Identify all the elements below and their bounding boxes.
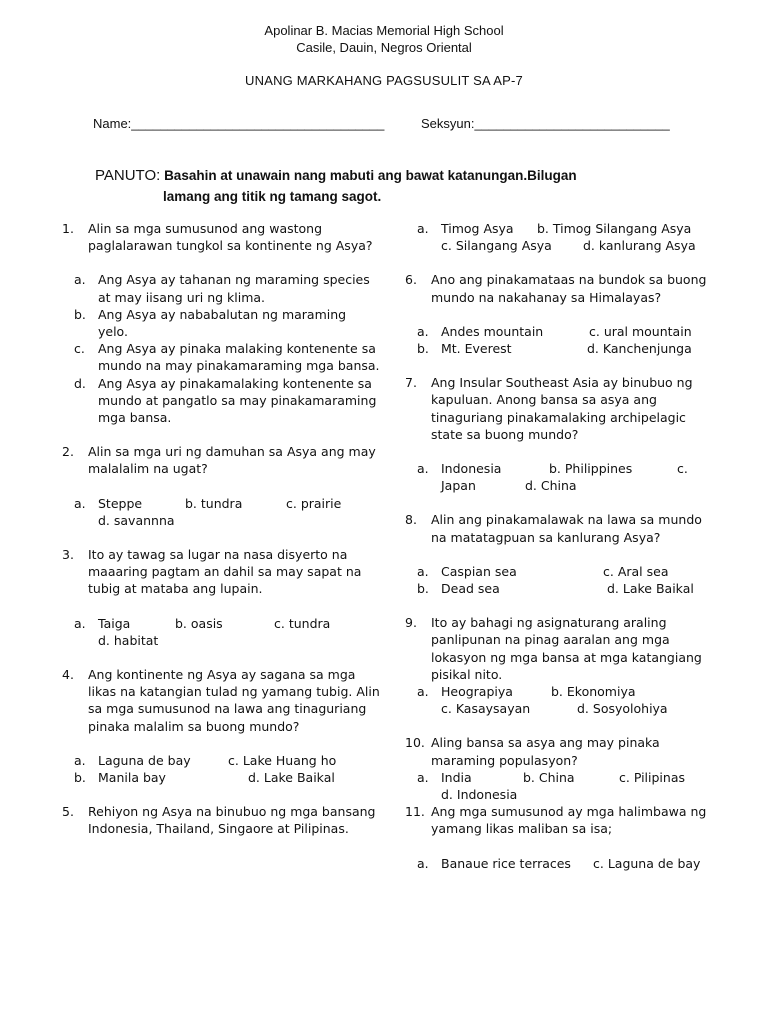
option-d[interactable]: d. Kanchenjunga: [587, 340, 692, 356]
school-address: Casile, Dauin, Negros Oriental: [296, 40, 472, 55]
left-column: [62, 220, 380, 838]
option-c[interactable]: c. Pilipinas: [619, 769, 686, 785]
option-c[interactable]: c. ural mountain: [589, 323, 692, 339]
question-number: 3.: [62, 547, 74, 563]
option-a[interactable]: Caspian sea: [441, 563, 517, 579]
question-4-options: [62, 752, 380, 786]
option-letter: a.: [417, 323, 429, 339]
option-d[interactable]: d. Lake Baikal: [607, 580, 694, 596]
option-c[interactable]: c. prairie: [286, 495, 342, 511]
option-text: Ang Asya ay tahanan ng maraming species at may iisang uri ng klima.: [98, 272, 370, 305]
option-letter: b.: [74, 770, 86, 785]
option-c[interactable]: c. Silangang Asya: [441, 238, 552, 254]
option-d[interactable]: d. habitat: [98, 632, 159, 648]
option-b[interactable]: b. tundra: [185, 495, 243, 511]
option-text: Ang Asya ay pinakamalaking kontenente sa mundo at pangatlo sa may pinakamaraming mga bansa.: [98, 375, 377, 426]
option-d[interactable]: [62, 375, 380, 427]
instructions-label: PANUTO:: [95, 167, 161, 184]
question-11: [405, 803, 715, 837]
option-a[interactable]: [62, 271, 380, 305]
question-5-options: [405, 220, 715, 254]
option-d[interactable]: d. Indonesia: [441, 786, 518, 802]
option-a[interactable]: India: [441, 769, 472, 785]
question-1-options: [62, 271, 380, 426]
question-text: Alin sa mga uri ng damuhan sa Asya ang may malalalim na ugat?: [88, 444, 376, 477]
option-a[interactable]: Timog Asya: [441, 221, 514, 236]
option-b[interactable]: b. Ekonomiya: [551, 683, 636, 699]
option-letter: b.: [417, 580, 429, 596]
question-5: [62, 803, 380, 837]
question-9-options: [405, 683, 715, 717]
instructions-line-2: lamang ang titik ng tamang sagot.: [163, 189, 382, 204]
option-b[interactable]: Manila bay: [98, 770, 166, 785]
option-letter: a.: [417, 769, 429, 785]
option-letter: a.: [417, 855, 429, 871]
option-c[interactable]: c. Laguna de bay: [593, 855, 701, 871]
option-letter: b.: [417, 340, 429, 356]
school-name: Apolinar B. Macias Memorial High School: [264, 23, 504, 38]
name-field[interactable]: Name:___________________________________: [93, 116, 385, 131]
question-8: [405, 511, 715, 545]
option-b[interactable]: b. Philippines: [549, 460, 633, 476]
question-text: Ito ay bahagi ng asignaturang araling panlipunan na pinag aaralan ang mga lokasyon ng mga bansa at mga katangiang pisikal nito.: [431, 615, 702, 682]
question-2: [62, 443, 380, 477]
option-letter: a.: [74, 272, 86, 288]
question-number: 5.: [62, 804, 74, 820]
question-number: 6.: [405, 272, 417, 288]
option-letter: a.: [417, 563, 429, 579]
option-a[interactable]: Heograpiya: [441, 683, 513, 699]
question-3-options: [62, 615, 380, 649]
question-6-options: [405, 323, 715, 357]
option-c[interactable]: c. tundra: [274, 615, 331, 631]
question-11-options: [405, 855, 715, 872]
school-header: [0, 22, 768, 56]
question-3: [62, 546, 380, 598]
question-number: 1.: [62, 221, 74, 236]
question-text: Ano ang pinakamataas na bundok sa buong mundo na nakahanay sa Himalayas?: [431, 272, 707, 305]
question-number: 7.: [405, 375, 417, 391]
option-b[interactable]: [62, 306, 380, 340]
option-c[interactable]: c. Aral sea: [603, 563, 669, 579]
option-c[interactable]: c. Kasaysayan: [441, 701, 531, 717]
question-text: Ito ay tawag sa lugar na nasa disyerto na maaaring pagtam an dahil sa may sapat na tubig at mataba ang lupain.: [88, 547, 362, 597]
question-text: Rehiyon ng Asya na binubuo ng mga bansang Indonesia, Thailand, Singaore at Pilipinas.: [88, 804, 376, 837]
instructions: [95, 165, 655, 207]
question-7-options: [405, 460, 715, 494]
question-number: 8.: [405, 512, 417, 528]
question-6: [405, 271, 715, 305]
option-text: Ang Asya ay nababalutan ng maraming yelo.: [98, 306, 347, 340]
option-letter: a.: [417, 221, 429, 236]
question-4: [62, 666, 380, 735]
question-text: Aling bansa sa asya ang may pinaka maraming populasyon?: [431, 735, 660, 768]
option-letter: a.: [74, 752, 86, 768]
question-number: 10.: [405, 735, 425, 751]
question-text: Ang mga sumusunod ay mga halimbawa ng yamang likas maliban sa isa;: [431, 804, 707, 837]
question-10-options: [405, 769, 715, 803]
option-a[interactable]: Taiga: [98, 615, 131, 631]
option-letter: a.: [417, 683, 429, 699]
question-9: [405, 614, 715, 683]
option-c[interactable]: [62, 340, 380, 374]
question-10: [405, 734, 715, 768]
option-c[interactable]: c.: [677, 460, 688, 476]
right-column: [405, 220, 715, 872]
question-text: Alin sa mga sumusunod ang wastong paglalarawan tungkol sa kontinente ng Asya?: [88, 221, 373, 254]
option-letter: a.: [74, 495, 86, 511]
question-number: 9.: [405, 615, 417, 631]
option-d[interactable]: d. Lake Baikal: [248, 770, 335, 785]
section-field[interactable]: Seksyun:___________________________: [421, 116, 670, 131]
option-b[interactable]: b. China: [523, 769, 575, 785]
option-letter: b.: [74, 306, 86, 322]
option-b[interactable]: b. Timog Silangang Asya: [537, 221, 692, 236]
question-number: 11.: [405, 804, 425, 820]
option-a[interactable]: Indonesia: [441, 460, 502, 476]
option-c-continued[interactable]: Japan: [441, 478, 476, 494]
question-text: Ang Insular Southeast Asia ay binubuo ng kapuluan. Anong bansa sa asya ang tinaguriang pinakamalaking archipelagic state sa buong mundo?: [431, 375, 693, 442]
question-7: [405, 374, 715, 443]
option-a[interactable]: Laguna de bay: [98, 752, 191, 768]
question-2-options: [62, 495, 380, 529]
option-a[interactable]: Banaue rice terraces: [441, 855, 571, 871]
option-d[interactable]: d. China: [525, 478, 577, 494]
option-a[interactable]: Steppe: [98, 495, 143, 511]
option-b[interactable]: Dead sea: [441, 580, 500, 596]
option-letter: a.: [74, 615, 86, 631]
option-letter: c.: [74, 341, 85, 357]
option-d[interactable]: d. savannna: [98, 512, 175, 528]
question-text: Alin ang pinakamalawak na lawa sa mundo na matatagpuan sa kanlurang Asya?: [431, 512, 702, 545]
option-b[interactable]: b. oasis: [175, 615, 223, 631]
option-d[interactable]: d. Sosyolohiya: [577, 701, 668, 717]
option-text: Ang Asya ay pinaka malaking kontenente sa mundo na may pinakamaraming mga bansa.: [98, 341, 380, 374]
option-b[interactable]: Mt. Everest: [441, 340, 512, 356]
option-letter: a.: [417, 460, 429, 476]
question-text: Ang kontinente ng Asya ay sagana sa mga likas na katangian tulad ng yamang tubig. Alin sa mga sumusunod na lawa ang tinaguriang pinaka malalim sa buong mundo?: [88, 667, 380, 734]
option-c[interactable]: c. Lake Huang ho: [228, 752, 337, 768]
option-d[interactable]: d. kanlurang Asya: [583, 238, 696, 254]
question-8-options: [405, 563, 715, 597]
question-1: [62, 220, 380, 254]
question-number: 2.: [62, 444, 74, 460]
question-number: 4.: [62, 667, 74, 682]
instructions-line-1: Basahin at unawain nang mabuti ang bawat katanungan.Bilugan: [164, 168, 577, 183]
option-a[interactable]: Andes mountain: [441, 323, 544, 339]
option-letter: d.: [74, 375, 86, 391]
exam-title: UNANG MARKAHANG PAGSUSULIT SA AP-7: [245, 73, 523, 88]
